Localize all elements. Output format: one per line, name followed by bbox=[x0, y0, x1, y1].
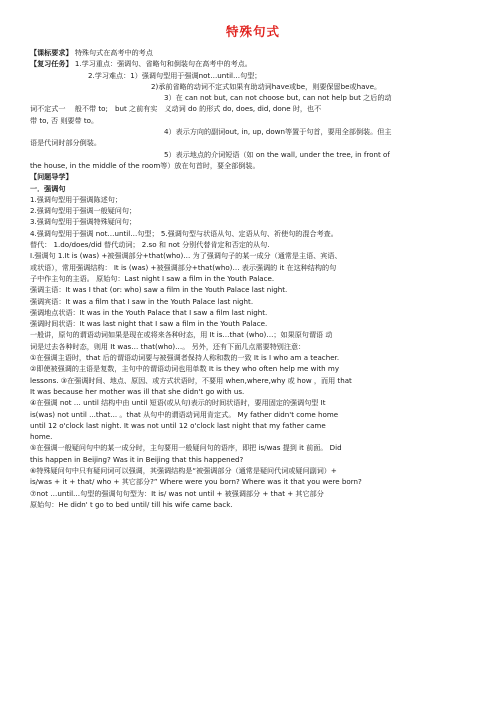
review-line-2: 2.学习难点：1）强调句型用于强调not…until…句型； bbox=[88, 70, 262, 80]
body-line-19: this happen in Beijing? Was it in Beijing that this happened? bbox=[30, 454, 244, 464]
body-line-4: 强调主语：It was I that (or: who) saw a film in the Youth Palace last night. bbox=[30, 285, 288, 295]
body-line-12: lessons. ③在强调时间、地点、原因、或方式状语时，不要用 when,where,why 或 how ，而用 that bbox=[30, 375, 352, 385]
review-line-9: 5）表示地点的介词短语（如 on the wall, under the tree, in front of bbox=[164, 149, 390, 159]
body-line-2: 或状语），常用强调结构： It is (was) +被强调部分+that(who)… 表示强调的 it 在这种结构的句 bbox=[30, 262, 337, 272]
body-line-1: Ⅰ.强调句 1.It is (was) +被强调部分+that(who)… 为了强调句子的某一成分（通常是主语、宾语、 bbox=[30, 251, 342, 261]
body-line-23: 原始句：He didn' t go to bed until/ till his wife came back. bbox=[30, 499, 233, 509]
review-line-8: 语是代词时部分倒装。 bbox=[30, 138, 101, 148]
body-line-11: ②即使被强调的主语是复数，主句中的谓语动词也用单数 It is they who often help me with my bbox=[30, 364, 340, 374]
guide-line-3: 3.强调句型用于强调特殊疑问句； bbox=[30, 217, 137, 227]
body-line-6: 强调地点状语：It was in the Youth Palace that I saw a film last night. bbox=[30, 307, 268, 317]
body-line-22: ⑦not …until…句型的强调句句型为：It is/ was not until + 被强调部分 + that + 其它部分 bbox=[30, 488, 324, 498]
body-line-16: until 12 o'clock last night. It was not until 12 o'clock last night that my father came bbox=[30, 420, 326, 430]
review-line-5: 词不定式一 般不带 to; but 之前有实 义动词 do 的形式 do, does, did, done 时，也不 bbox=[30, 104, 322, 114]
requirement-label: 【课标要求】 bbox=[30, 48, 73, 57]
body-line-8: 一般讲，原句的谓语动词如果是现在或将来各种时态，用 It is…that (who)…；如果原句谓语 动 bbox=[30, 330, 333, 340]
body-line-17: home. bbox=[30, 432, 53, 442]
body-line-20: ⑥特殊疑问句中只有疑问词可以强调，其强调结构是“被强调部分（通常是疑问代词或疑问副词）+ bbox=[30, 465, 337, 475]
review-label: 【复习任务】 bbox=[30, 59, 73, 69]
requirement-text: 特殊句式在高考中的考点 bbox=[74, 48, 153, 57]
body-line-14: ④在强调 not … until 结构中由 until 短语(或从句)表示的时间状语时，要用固定的强调句型 It bbox=[30, 398, 326, 408]
guide-line-1: 1.强调句型用于强调陈述句； bbox=[30, 194, 122, 204]
section-heading: 一．强调句 bbox=[30, 183, 66, 193]
document-title: 特殊句式 bbox=[225, 24, 280, 39]
body-line-18: ⑤在强调一般疑问句中的某一成分时，主句要用一般疑问句的语序，即把 is/was 提到 it 前面。 Did bbox=[30, 443, 342, 453]
body-line-21: is/was + it + that/ who + 其它部分?” Where were you born? Where was it that you were born? bbox=[30, 477, 362, 487]
requirement-line bbox=[30, 47, 476, 58]
body-line-9: 词是过去各种时态，则用 It was… that(who)…。 另外，还有下面几点需要特别注意： bbox=[30, 341, 306, 351]
body-line-10: ①在强调主语时，that 后的谓语动词要与被强调者保持人称和数的一致 It is I who am a teacher. bbox=[30, 353, 340, 363]
body-line-15: is(was) not until ...that... 。that 从句中的谓语动词用肯定式。 My father didn't come home bbox=[30, 409, 339, 419]
review-line-4: 3）在 can not but, can not choose but, can not help but 之后的动 bbox=[164, 93, 392, 103]
review-line-3: 2)承前省略的动词不定式如果有助动词have或be，则要保留be或have。 bbox=[151, 81, 382, 91]
body-line-7: 强调时间状语：It was last night that I saw a film in the Youth Palace. bbox=[30, 319, 268, 329]
review-line-6: 带 to, 否 则要带 to。 bbox=[30, 115, 99, 125]
guide-label: 【问题导学】 bbox=[30, 172, 73, 182]
guide-line-2: 2.强调句型用于强调一般疑问句； bbox=[30, 206, 137, 216]
body-line-5: 强调宾语：It was a film that I saw in the Youth Palace last night. bbox=[30, 296, 254, 306]
guide-line-5: 替代： 1.do/does/did 替代动词； 2.so 和 not 分别代替肯定和否定的从句. bbox=[30, 240, 270, 250]
body-line-13: It was because her mother was ill that she didn't go with us. bbox=[30, 386, 245, 396]
review-line-10: the house, in the middle of the room等）放在句首时，要全部倒装。 bbox=[30, 160, 260, 170]
review-line-1 bbox=[30, 58, 476, 69]
guide-line-4: 4.强调句型用于强调 not…until…句型； 5.强调句型与状语从句、定语从句、祈使句的混合考查。 bbox=[30, 228, 338, 238]
review-line-7: 4）表示方向的副词out, in, up, down等置于句首，要用全部倒装。但主 bbox=[164, 127, 392, 137]
review-text-1: 1.学习重点：强调句、省略句和倒装句在高考中的考点。 bbox=[74, 59, 252, 69]
body-line-3: 子中作主句的主语。 原始句：Last night I saw a film in the Youth Palace. bbox=[30, 273, 275, 283]
